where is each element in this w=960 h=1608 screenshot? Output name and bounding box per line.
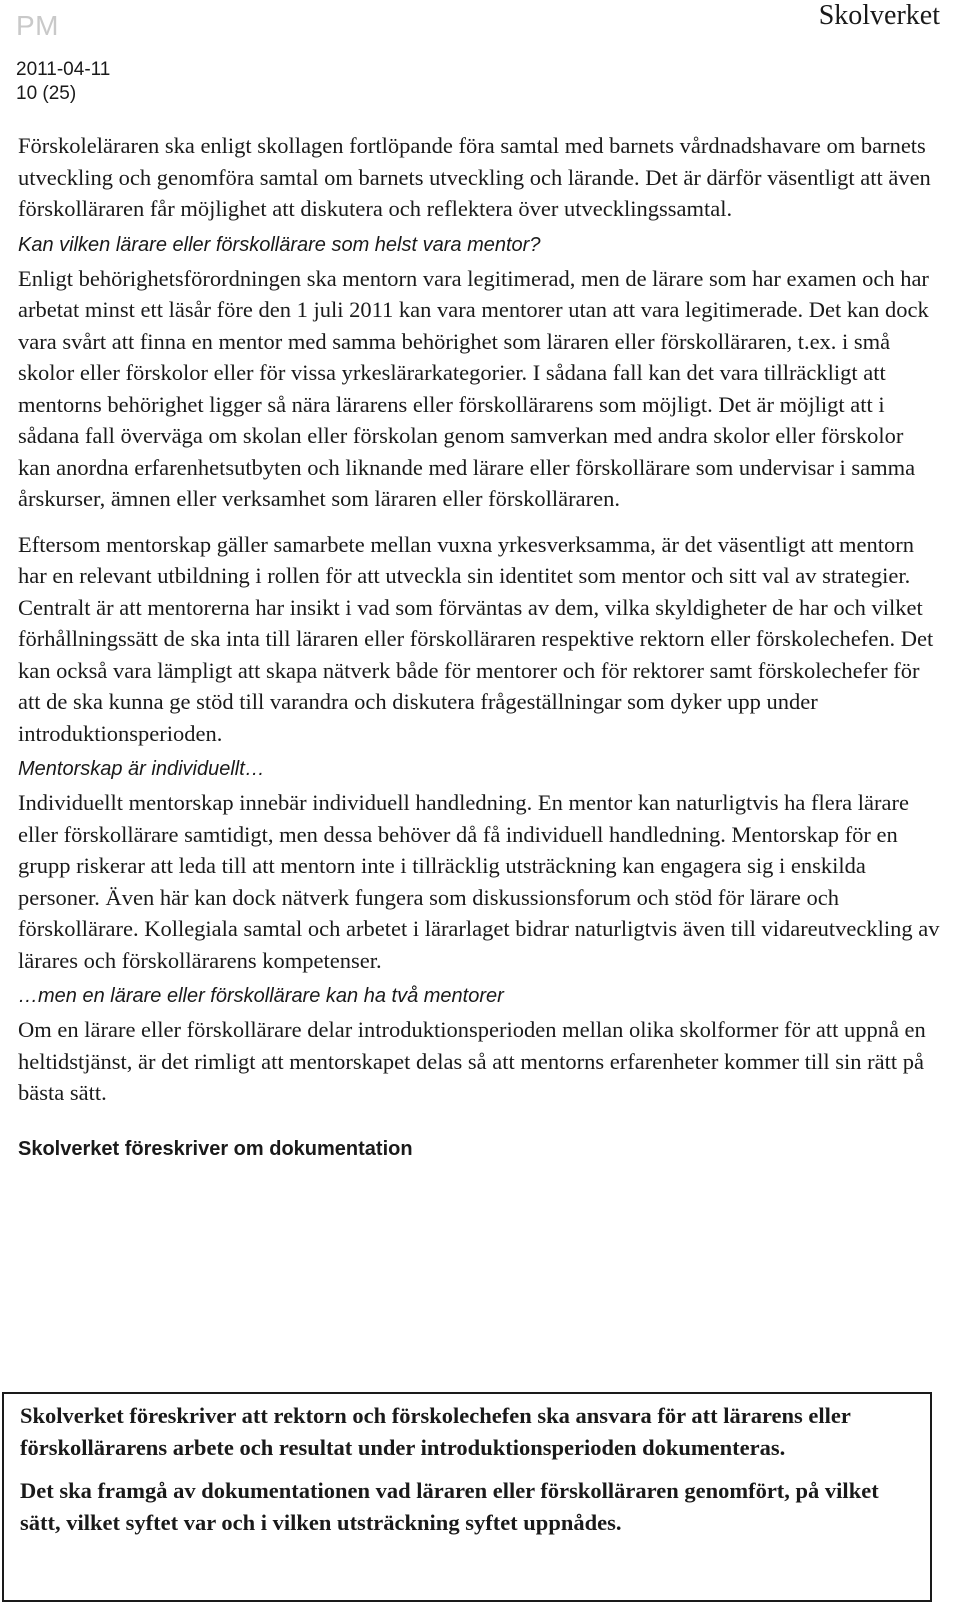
paragraph-individual-mentorship: Individuellt mentorskap innebär individuell handledning. En mentor kan naturligtvis ha flera lärare eller förskollärare samtidigt, men dessa behöver då få individuell handledning. Mentorskap för en grupp riskerar att leda till att mentorn inte i tillräcklig utsträckning kan engagera sig i enskilda personer. Även här kan dock nätverk fungera som diskussionsforum och stöd för lärare och förskollärare. Kollegiala samtal och arbetet i lärarlaget bidrar naturligtvis även till vidareutveckling av lärares och förskollärarens kompetenser.	[18, 790, 940, 973]
paragraph-mentor-training: Eftersom mentorskap gäller samarbete mellan vuxna yrkesverksamma, är det väsentligt att mentorn har en relevant utbildning i rollen för att utveckla sin identitet som mentor och sitt val av strategier. Centralt är att mentorerna har insikt i vad som förväntas av dem, vilka skyldigheter de har och vilket förhållningssätt de ska inta till läraren eller förskolläraren respektive rektorn eller förskolechefen. Det kan också vara lämpligt att skapa nätverk både för mentorer och för rektorer samt förskolechefer för att de ska kunna ge stöd till varandra och diskutera frågeställningar som dyker upp under introduktionsperioden.	[18, 531, 934, 746]
header-brand: Skolverket	[818, 0, 940, 31]
regulation-text-responsibility: Skolverket föreskriver att rektorn och förskolechefen ska ansvara för att lärarens eller förskollärarens arbete och resultat under introduktionsperioden dokumenteras.	[20, 1403, 851, 1460]
paragraph-two-mentors: Om en lärare eller förskollärare delar introduktionsperioden mellan olika skolformer för att uppnå en heltidstjänst, är det rimligt att mentorskapet delas så att mentorns erfarenheter kommer till sin rätt på bästa sätt.	[18, 1017, 926, 1105]
heading-two-mentors: …men en lärare eller förskollärare kan ha två mentorer	[18, 985, 504, 1007]
regulation-box	[2, 1392, 932, 1602]
heading-who-can-be-mentor: Kan vilken lärare eller förskollärare som helst vara mentor?	[18, 233, 541, 256]
paragraph-preschool-teacher-talks: Förskoleläraren ska enligt skollagen fortlöpande föra samtal med barnets vårdnadshavare om barnets utveckling och genomföra samtal om barnets utveckling och lärande. Det är därför väsentligt att även förskolläraren får möjlighet att diskutera och reflektera över utvecklingssamtal.	[18, 133, 931, 221]
header-page-number: 10 (25)	[16, 83, 77, 104]
header-pm-label: PM	[16, 10, 59, 41]
heading-documentation: Skolverket föreskriver om dokumentation	[18, 1137, 413, 1160]
regulation-text-documentation: Det ska framgå av dokumentationen vad läraren eller förskolläraren genomfört, på vilket sätt, vilket syftet var och i vilken utsträckning syftet uppnådes.	[20, 1478, 879, 1535]
paragraph-mentor-qualification: Enligt behörighetsförordningen ska mentorn vara legitimerad, men de lärare som har examen och har arbetat minst ett läsår före den 1 juli 2011 kan vara mentorer utan att vara legitimerade. Det kan dock vara svårt att finna en mentor med samma behörighet som läraren eller förskolläraren, t.ex. i små skolor eller förskolor eller för vissa yrkeslärarkategorier. I sådana fall kan det vara tillräckligt att mentorns behörighet ligger så nära lärarens eller förskollärarens som möjligt. Det är möjligt att i sådana fall överväga om skolan eller förskolan genom samverkan med andra skolor eller förskolor kan anordna erfarenhetsutbyten och liknande med lärare eller förskollärare som undervisar i samma årskurser, ämnen eller verksamhet som läraren eller förskolläraren.	[18, 265, 929, 511]
document-body	[18, 130, 940, 1167]
heading-mentorship-individual: Mentorskap är individuellt…	[18, 758, 265, 780]
header-date: 2011-04-11	[16, 59, 111, 80]
